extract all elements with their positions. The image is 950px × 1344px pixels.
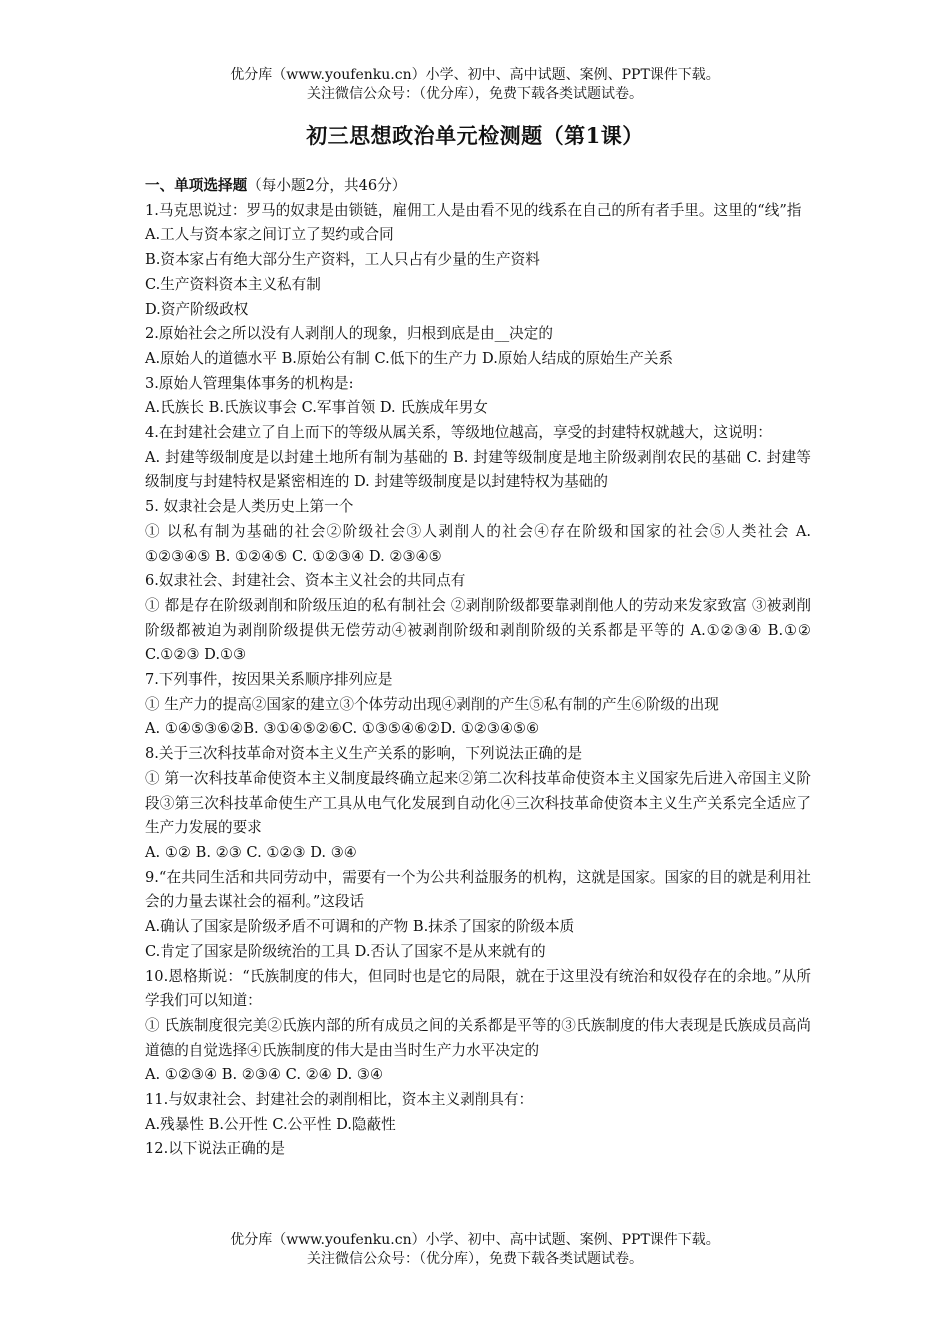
question-line: 5. 奴隶社会是人类历史上第一个: [145, 498, 354, 516]
question-line: 9.“在共同生活和共同劳动中，需要有一个为公共利益服务的机构，这就是国家。国家的目的就是利用社会的力量去谋社会的福利。”这段话: [145, 868, 811, 911]
section-title: 一、单项选择题: [145, 177, 248, 194]
question-body: [145, 174, 811, 1162]
section-heading: [145, 174, 811, 199]
question-line: A.原始人的道德水平 B.原始公有制 C.低下的生产力 D.原始人结成的原始生产关系: [145, 349, 673, 367]
question-line: A. 封建等级制度是以封建土地所有制为基础的 B. 封建等级制度是地主阶级剥削农民的基础 C. 封建等级制度与封建特权是紧密相连的 D. 封建等级制度是以封建特权为基础的: [145, 448, 811, 491]
question-line: A.工人与资本家之间订立了契约或合同: [145, 226, 394, 244]
question-line: A. ①④⑤③⑥②B. ③①④⑤②⑥C. ①③⑤④⑥②D. ①②③④⑤⑥: [145, 720, 540, 738]
header-line-1: 优分库（www.youfenku.cn）小学、初中、高中试题、案例、PPT课件下载。: [230, 67, 720, 83]
footer-banner: [0, 1231, 950, 1269]
question-line: 3.原始人管理集体事务的机构是:: [145, 374, 354, 392]
question-line: C.生产资料资本主义私有制: [145, 275, 321, 293]
section-note: （每小题2分，共46分）: [247, 177, 407, 194]
question-line: 12.以下说法正确的是: [145, 1140, 285, 1158]
question-line: 8.关于三次科技革命对资本主义生产关系的影响，下列说法正确的是: [145, 745, 583, 763]
question-line: 4.在封建社会建立了自上而下的等级从属关系，等级地位越高，享受的封建特权就越大，这说明：: [145, 424, 772, 442]
question-line: A.残暴性 B.公开性 C.公平性 D.隐蔽性: [145, 1115, 396, 1133]
question-line: 1.马克思说过：罗马的奴隶是由锁链，雇佣工人是由看不见的线系在自己的所有者手里。这里的“线”指: [145, 201, 802, 219]
question-line: ① 氏族制度很完美②氏族内部的所有成员之间的关系都是平等的③氏族制度的伟大表现是氏族成员高尚道德的自觉选择④氏族制度的伟大是由当时生产力水平决定的: [145, 1016, 811, 1059]
footer-line-1: 优分库（www.youfenku.cn）小学、初中、高中试题、案例、PPT课件下载。: [230, 1232, 720, 1248]
header-banner: [0, 66, 950, 104]
question-line: B.资本家占有绝大部分生产资料，工人只占有少量的生产资料: [145, 251, 540, 269]
question-line: ① 以私有制为基础的社会②阶级社会③人剥削人的社会④存在阶级和国家的社会⑤人类社会 A. ①②③④⑤ B. ①②④⑤ C. ①②③④ D. ②③④⑤: [145, 522, 811, 565]
question-line: ① 第一次科技革命使资本主义制度最终确立起来②第二次科技革命使资本主义国家先后进入帝国主义阶段③第三次科技革命使生产工具从电气化发展到自动化④三次科技革命使资本主义生产关系完全适应了生产力发展的要求: [145, 769, 811, 837]
question-line: A.确认了国家是阶级矛盾不可调和的产物 B.抹杀了国家的阶级本质: [145, 918, 575, 936]
page-title: 初三思想政治单元检测题（第1课）: [306, 123, 644, 148]
question-line: D.资产阶级政权: [145, 300, 249, 318]
question-line: ① 都是存在阶级剥削和阶级压迫的私有制社会 ②剥削阶级都要靠剥削他人的劳动来发家致富 ③被剥削阶级都被迫为剥削阶级提供无偿劳动④被剥削阶级和剥削阶级的关系都是平等的 A.①②③④ B.①② C.①②③ D.①③: [145, 596, 811, 664]
question-line: C.肯定了国家是阶级统治的工具 D.否认了国家不是从来就有的: [145, 942, 546, 960]
question-line: ① 生产力的提高②国家的建立③个体劳动出现④剥削的产生⑤私有制的产生⑥阶级的出现: [145, 695, 719, 713]
question-line: 6.奴隶社会、封建社会、资本主义社会的共同点有: [145, 572, 466, 590]
question-line: A. ①② B. ②③ C. ①②③ D. ③④: [145, 843, 357, 861]
question-line: 2.原始社会之所以没有人剥削人的现象，归根到底是由__决定的: [145, 325, 553, 343]
question-line: 11.与奴隶社会、封建社会的剥削相比，资本主义剥削具有：: [145, 1091, 534, 1109]
question-line: 7.下列事件，按因果关系顺序排列应是: [145, 671, 393, 689]
question-line: 10.恩格斯说：“氏族制度的伟大，但同时也是它的局限，就在于这里没有统治和奴役存在的余地。”从所学我们可以知道：: [145, 967, 811, 1010]
question-line: A.氏族长 B.氏族议事会 C.军事首领 D. 氏族成年男女: [145, 399, 488, 417]
header-line-2: 关注微信公众号：（优分库），免费下载各类试题试卷。: [307, 86, 643, 102]
question-line: A. ①②③④ B. ②③④ C. ②④ D. ③④: [145, 1066, 384, 1084]
footer-line-2: 关注微信公众号：（优分库），免费下载各类试题试卷。: [307, 1251, 643, 1267]
